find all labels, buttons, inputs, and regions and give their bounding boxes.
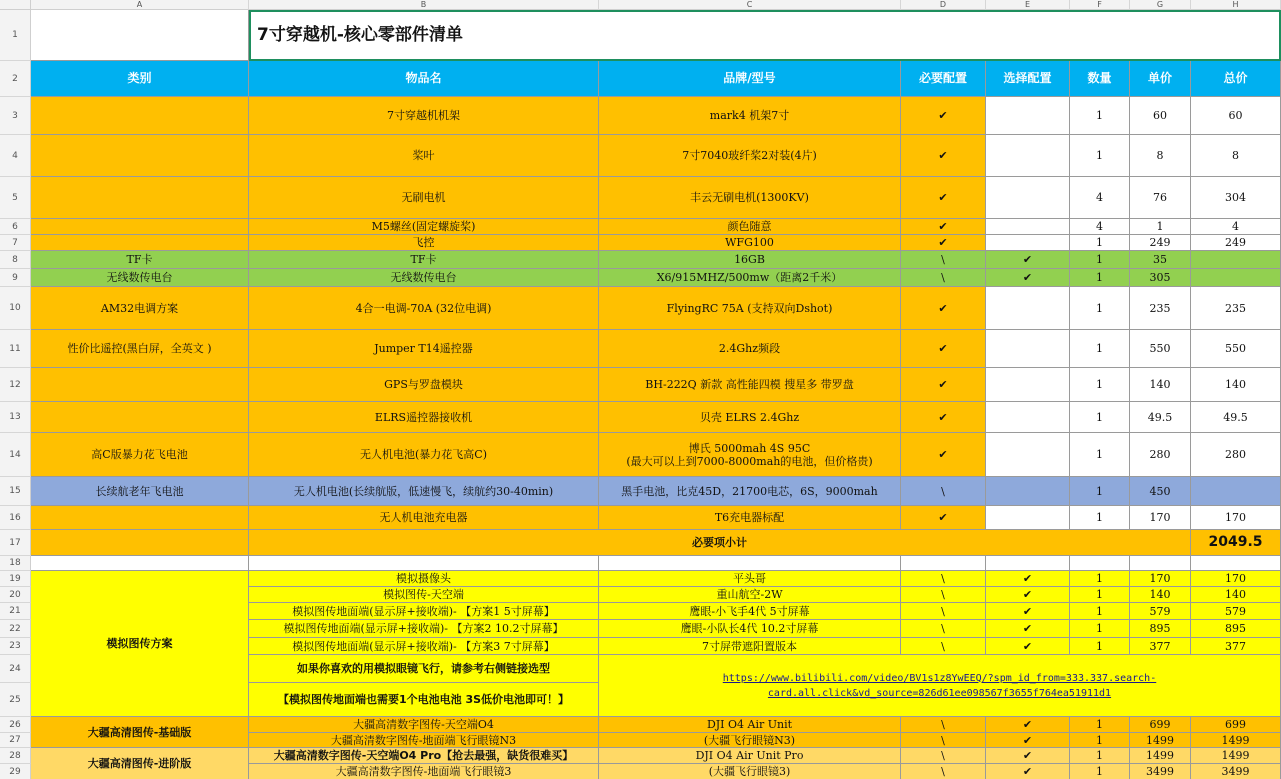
column-header-e[interactable]: E (986, 0, 1070, 10)
cell-price[interactable]: 170 (1130, 506, 1191, 530)
cell-required[interactable]: \ (901, 603, 986, 620)
cell-brand[interactable]: 平头哥 (599, 571, 901, 587)
cell-brand[interactable]: 鹰眼-小队长4代 10.2寸屏幕 (599, 620, 901, 638)
cell-price[interactable]: 895 (1130, 620, 1191, 638)
row-header[interactable]: 6 (0, 219, 31, 235)
cell-total[interactable]: 4 (1191, 219, 1281, 235)
row-header[interactable]: 3 (0, 97, 31, 135)
cell-qty[interactable]: 1 (1070, 251, 1130, 269)
cell-price[interactable]: 140 (1130, 587, 1191, 603)
cell-required[interactable]: \ (901, 638, 986, 655)
row-header[interactable]: 12 (0, 368, 31, 402)
cell-total[interactable]: 170 (1191, 571, 1281, 587)
column-header-d[interactable]: D (901, 0, 986, 10)
cell-item[interactable]: M5螺丝(固定螺旋桨) (249, 219, 599, 235)
cell-qty[interactable]: 1 (1070, 748, 1130, 764)
cell-brand[interactable]: 16GB (599, 251, 901, 269)
cell-brand[interactable] (599, 433, 901, 477)
cell-item[interactable]: 4合一电调-70A (32位电调) (249, 287, 599, 330)
cell-price[interactable]: 550 (1130, 330, 1191, 368)
cell-required[interactable]: \ (901, 251, 986, 269)
cell-total[interactable]: 895 (1191, 620, 1281, 638)
cell-price[interactable]: 235 (1130, 287, 1191, 330)
cell-required[interactable]: \ (901, 748, 986, 764)
cell-required[interactable]: \ (901, 620, 986, 638)
cell-category[interactable]: 长续航老年飞电池 (31, 477, 249, 506)
cell-price[interactable]: 76 (1130, 177, 1191, 219)
sheet-title[interactable]: 7寸穿越机-核心零部件清单 (249, 10, 1281, 61)
row-header[interactable]: 10 (0, 287, 31, 330)
cell-qty[interactable]: 1 (1070, 330, 1130, 368)
cell-qty[interactable]: 4 (1070, 219, 1130, 235)
row-header[interactable]: 16 (0, 506, 31, 530)
cell-category[interactable]: AM32电调方案 (31, 287, 249, 330)
cell-item[interactable]: 桨叶 (249, 135, 599, 177)
cell-category[interactable] (31, 97, 249, 135)
cell-required[interactable]: ✔ (901, 368, 986, 402)
cell-total[interactable]: 140 (1191, 368, 1281, 402)
cell-qty[interactable]: 1 (1070, 571, 1130, 587)
cell-total[interactable]: 60 (1191, 97, 1281, 135)
cell-item[interactable]: 飞控 (249, 235, 599, 251)
row-header[interactable]: 25 (0, 683, 31, 717)
cell-required[interactable]: \ (901, 587, 986, 603)
cell-blank[interactable] (249, 556, 599, 571)
cell-total[interactable] (1191, 251, 1281, 269)
column-header-b[interactable]: B (249, 0, 599, 10)
cell-brand[interactable]: X6/915MHZ/500mw（距离2千米） (599, 269, 901, 287)
row-header[interactable]: 17 (0, 530, 31, 556)
cell-required[interactable]: ✔ (901, 235, 986, 251)
cell-optional[interactable] (986, 219, 1070, 235)
row-header[interactable]: 1 (0, 10, 31, 61)
row-header[interactable]: 23 (0, 638, 31, 655)
cell-optional[interactable]: ✔ (986, 603, 1070, 620)
cell-price[interactable]: 3499 (1130, 764, 1191, 779)
column-header-h[interactable]: H (1191, 0, 1281, 10)
cell-required[interactable]: ✔ (901, 330, 986, 368)
dji-basic-category[interactable]: 大疆高清图传-基础版 (31, 717, 249, 748)
cell-category[interactable] (31, 402, 249, 433)
cell-category[interactable]: 性价比遥控(黑白屏，全英文 ) (31, 330, 249, 368)
cell-blank[interactable] (31, 556, 249, 571)
cell-brand[interactable]: (大疆飞行眼镜3) (599, 764, 901, 779)
brand-line: 博氏 5000mah 4S 95C (688, 441, 811, 455)
cell-item[interactable]: 大疆高清数字图传-地面端飞行眼镜N3 (249, 733, 599, 748)
cell-required[interactable]: \ (901, 571, 986, 587)
header-total[interactable]: 总价 (1191, 61, 1281, 97)
cell-brand[interactable]: DJI O4 Air Unit Pro (599, 748, 901, 764)
cell-price[interactable]: 60 (1130, 97, 1191, 135)
cell-optional[interactable] (986, 97, 1070, 135)
cell-qty[interactable]: 1 (1070, 433, 1130, 477)
cell-qty[interactable]: 1 (1070, 368, 1130, 402)
cell-optional[interactable] (986, 506, 1070, 530)
cell-optional[interactable]: ✔ (986, 620, 1070, 638)
cell-qty[interactable]: 1 (1070, 587, 1130, 603)
cell-optional[interactable] (986, 177, 1070, 219)
row-header[interactable]: 4 (0, 135, 31, 177)
analog-note-2[interactable]: 【模拟图传地面端也需要1个电池电池 3S低价电池即可！】 (249, 683, 599, 717)
cell-total[interactable]: 304 (1191, 177, 1281, 219)
cell-price[interactable]: 249 (1130, 235, 1191, 251)
row-header[interactable]: 20 (0, 587, 31, 603)
cell-total[interactable]: 699 (1191, 717, 1281, 733)
cell-price[interactable]: 1 (1130, 219, 1191, 235)
cell-optional[interactable]: ✔ (986, 764, 1070, 779)
cell-item[interactable]: 模拟图传地面端(显示屏+接收端)- 【方案2 10.2寸屏幕】 (249, 620, 599, 638)
cell-qty[interactable]: 1 (1070, 477, 1130, 506)
cell-blank[interactable] (31, 530, 249, 556)
cell-optional[interactable]: ✔ (986, 269, 1070, 287)
cell-item[interactable]: 大疆高清数字图传-地面端飞行眼镜3 (249, 764, 599, 779)
cell-qty[interactable]: 1 (1070, 135, 1130, 177)
cell-qty[interactable]: 1 (1070, 269, 1130, 287)
row-header[interactable]: 21 (0, 603, 31, 620)
cell-total[interactable]: 8 (1191, 135, 1281, 177)
row-header[interactable]: 2 (0, 61, 31, 97)
select-all-corner[interactable] (0, 0, 31, 10)
cell-optional[interactable] (986, 402, 1070, 433)
row-header[interactable]: 22 (0, 620, 31, 638)
cell-optional[interactable]: ✔ (986, 251, 1070, 269)
cell-item[interactable]: 7寸穿越机机架 (249, 97, 599, 135)
cell-required[interactable]: ✔ (901, 177, 986, 219)
cell-qty[interactable]: 1 (1070, 638, 1130, 655)
row-header[interactable]: 11 (0, 330, 31, 368)
brand-line: (最大可以上到7000-8000mah的电池，但价格贵) (626, 454, 873, 468)
header-qty[interactable]: 数量 (1070, 61, 1130, 97)
cell-total[interactable]: 235 (1191, 287, 1281, 330)
row-header[interactable]: 14 (0, 433, 31, 477)
cell-item[interactable]: 模拟摄像头 (249, 571, 599, 587)
cell-item[interactable]: 无刷电机 (249, 177, 599, 219)
row-header[interactable]: 9 (0, 269, 31, 287)
cell-brand[interactable]: 2.4Ghz频段 (599, 330, 901, 368)
subtotal-label[interactable]: 必要项小计 (249, 530, 1191, 556)
row-header[interactable]: 13 (0, 402, 31, 433)
cell-price[interactable]: 699 (1130, 717, 1191, 733)
cell-a1[interactable] (31, 10, 249, 61)
cell-brand[interactable]: DJI O4 Air Unit (599, 717, 901, 733)
cell-blank[interactable] (986, 556, 1070, 571)
cell-item[interactable]: 大疆高清数字图传-天空端O4 (249, 717, 599, 733)
cell-category[interactable] (31, 235, 249, 251)
row-header[interactable]: 5 (0, 177, 31, 219)
cell-qty[interactable]: 4 (1070, 177, 1130, 219)
cell-optional[interactable]: ✔ (986, 748, 1070, 764)
cell-optional[interactable]: ✔ (986, 587, 1070, 603)
cell-optional[interactable] (986, 330, 1070, 368)
cell-price[interactable]: 170 (1130, 571, 1191, 587)
analog-link[interactable]: https://www.bilibili.com/video/BV1s1z8YwEEQ/?spm_id_from=333.337.search-card.all.click&vd_source=826d61ee098567f3655f764ea51911d1 (599, 655, 1281, 717)
cell-optional[interactable] (986, 368, 1070, 402)
cell-qty[interactable]: 1 (1070, 402, 1130, 433)
cell-required[interactable]: ✔ (901, 97, 986, 135)
cell-price[interactable]: 579 (1130, 603, 1191, 620)
cell-optional[interactable]: ✔ (986, 717, 1070, 733)
cell-total[interactable]: 249 (1191, 235, 1281, 251)
cell-blank[interactable] (1191, 556, 1281, 571)
cell-required[interactable]: ✔ (901, 219, 986, 235)
cell-qty[interactable]: 1 (1070, 764, 1130, 779)
cell-item[interactable]: GPS与罗盘模块 (249, 368, 599, 402)
row-header[interactable]: 15 (0, 477, 31, 506)
cell-qty[interactable]: 1 (1070, 603, 1130, 620)
cell-price[interactable]: 140 (1130, 368, 1191, 402)
cell-item[interactable]: 无人机电池(长续航版，低速慢飞，续航约30-40min) (249, 477, 599, 506)
cell-brand[interactable]: BH-222Q 新款 高性能四模 搜星多 带罗盘 (599, 368, 901, 402)
header-item[interactable]: 物品名 (249, 61, 599, 97)
cell-brand[interactable]: (大疆飞行眼镜N3) (599, 733, 901, 748)
cell-price[interactable]: 1499 (1130, 733, 1191, 748)
cell-price[interactable]: 8 (1130, 135, 1191, 177)
row-header[interactable]: 26 (0, 717, 31, 733)
cell-required[interactable]: ✔ (901, 402, 986, 433)
cell-brand[interactable]: 重山航空-2W (599, 587, 901, 603)
cell-price[interactable]: 305 (1130, 269, 1191, 287)
cell-brand[interactable]: T6充电器标配 (599, 506, 901, 530)
cell-price[interactable]: 1499 (1130, 748, 1191, 764)
row-header[interactable]: 7 (0, 235, 31, 251)
cell-optional[interactable] (986, 235, 1070, 251)
cell-blank[interactable] (1070, 556, 1130, 571)
cell-total[interactable]: 377 (1191, 638, 1281, 655)
cell-item[interactable]: ELRS遥控器接收机 (249, 402, 599, 433)
cell-qty[interactable]: 1 (1070, 506, 1130, 530)
cell-required[interactable]: \ (901, 717, 986, 733)
cell-required[interactable]: \ (901, 764, 986, 779)
cell-total[interactable] (1191, 269, 1281, 287)
analog-note-1[interactable]: 如果你喜欢的用模拟眼镜飞行，请参考右侧链接选型 (249, 655, 599, 683)
cell-required[interactable]: ✔ (901, 287, 986, 330)
cell-total[interactable]: 1499 (1191, 748, 1281, 764)
cell-optional[interactable] (986, 433, 1070, 477)
cell-brand[interactable]: 7寸屏带遮阳置版本 (599, 638, 901, 655)
cell-total[interactable]: 579 (1191, 603, 1281, 620)
cell-total[interactable]: 3499 (1191, 764, 1281, 779)
cell-blank[interactable] (1130, 556, 1191, 571)
cell-item[interactable]: 无线数传电台 (249, 269, 599, 287)
cell-brand[interactable]: mark4 机架7寸 (599, 97, 901, 135)
cell-total[interactable]: 49.5 (1191, 402, 1281, 433)
cell-qty[interactable]: 1 (1070, 717, 1130, 733)
column-header-c[interactable]: C (599, 0, 901, 10)
cell-required[interactable]: ✔ (901, 135, 986, 177)
cell-category[interactable] (31, 368, 249, 402)
cell-category[interactable]: 高C版暴力花飞电池 (31, 433, 249, 477)
header-brand[interactable]: 品牌/型号 (599, 61, 901, 97)
row-header[interactable]: 19 (0, 571, 31, 587)
cell-optional[interactable]: ✔ (986, 571, 1070, 587)
cell-qty[interactable]: 1 (1070, 620, 1130, 638)
cell-brand[interactable]: 贝壳 ELRS 2.4Ghz (599, 402, 901, 433)
row-header[interactable]: 18 (0, 556, 31, 571)
cell-required[interactable]: \ (901, 269, 986, 287)
cell-category[interactable]: 无线数传电台 (31, 269, 249, 287)
cell-total[interactable]: 280 (1191, 433, 1281, 477)
cell-brand[interactable]: 鹰眼-小飞手4代 5寸屏幕 (599, 603, 901, 620)
header-price[interactable]: 单价 (1130, 61, 1191, 97)
cell-optional[interactable] (986, 477, 1070, 506)
cell-item[interactable]: 无人机电池(暴力花飞高C) (249, 433, 599, 477)
cell-total[interactable]: 550 (1191, 330, 1281, 368)
cell-optional[interactable]: ✔ (986, 638, 1070, 655)
cell-item[interactable]: 模拟图传地面端(显示屏+接收端)- 【方案3 7寸屏幕】 (249, 638, 599, 655)
cell-total[interactable]: 1499 (1191, 733, 1281, 748)
cell-blank[interactable] (901, 556, 986, 571)
cell-brand[interactable]: 7寸7040玻纤桨2对装(4片) (599, 135, 901, 177)
cell-category[interactable] (31, 177, 249, 219)
cell-brand[interactable]: 黑手电池，比克45D，21700电芯，6S，9000mah (599, 477, 901, 506)
cell-brand[interactable]: WFG100 (599, 235, 901, 251)
cell-price[interactable]: 377 (1130, 638, 1191, 655)
cell-price[interactable]: 280 (1130, 433, 1191, 477)
cell-brand[interactable]: 颜色随意 (599, 219, 901, 235)
cell-required[interactable]: ✔ (901, 506, 986, 530)
cell-qty[interactable]: 1 (1070, 235, 1130, 251)
cell-optional[interactable] (986, 135, 1070, 177)
cell-total[interactable] (1191, 477, 1281, 506)
subtotal-value[interactable]: 2049.5 (1191, 530, 1281, 556)
analog-category[interactable]: 模拟图传方案 (31, 571, 249, 717)
cell-qty[interactable]: 1 (1070, 97, 1130, 135)
column-header-a[interactable]: A (31, 0, 249, 10)
cell-category[interactable] (31, 135, 249, 177)
row-header[interactable]: 27 (0, 733, 31, 748)
row-header[interactable]: 28 (0, 748, 31, 764)
cell-price[interactable]: 49.5 (1130, 402, 1191, 433)
row-header[interactable]: 29 (0, 764, 31, 779)
header-required[interactable]: 必要配置 (901, 61, 986, 97)
cell-brand[interactable]: FlyingRC 75A (支持双向Dshot) (599, 287, 901, 330)
column-header-g[interactable]: G (1130, 0, 1191, 10)
cell-required[interactable]: \ (901, 733, 986, 748)
cell-item[interactable]: 模拟图传地面端(显示屏+接收端)- 【方案1 5寸屏幕】 (249, 603, 599, 620)
cell-category[interactable]: TF卡 (31, 251, 249, 269)
cell-item[interactable]: 大疆高清数字图传-天空端O4 Pro【抢去最强，缺货很难买】 (249, 748, 599, 764)
cell-required[interactable]: ✔ (901, 433, 986, 477)
cell-required[interactable]: \ (901, 477, 986, 506)
cell-brand[interactable]: 丰云无刷电机(1300KV) (599, 177, 901, 219)
cell-category[interactable] (31, 219, 249, 235)
column-header-f[interactable]: F (1070, 0, 1130, 10)
cell-qty[interactable]: 1 (1070, 733, 1130, 748)
cell-item[interactable]: 无人机电池充电器 (249, 506, 599, 530)
cell-price[interactable]: 450 (1130, 477, 1191, 506)
cell-item[interactable]: TF卡 (249, 251, 599, 269)
cell-item[interactable]: 模拟图传-天空端 (249, 587, 599, 603)
cell-optional[interactable] (986, 287, 1070, 330)
row-header[interactable]: 8 (0, 251, 31, 269)
row-header[interactable]: 24 (0, 655, 31, 683)
cell-total[interactable]: 140 (1191, 587, 1281, 603)
cell-item[interactable]: Jumper T14遥控器 (249, 330, 599, 368)
cell-blank[interactable] (599, 556, 901, 571)
cell-category[interactable] (31, 506, 249, 530)
cell-total[interactable]: 170 (1191, 506, 1281, 530)
cell-qty[interactable]: 1 (1070, 287, 1130, 330)
header-category[interactable]: 类别 (31, 61, 249, 97)
header-optional[interactable]: 选择配置 (986, 61, 1070, 97)
cell-optional[interactable]: ✔ (986, 733, 1070, 748)
cell-price[interactable]: 35 (1130, 251, 1191, 269)
dji-adv-category[interactable]: 大疆高清图传-进阶版 (31, 748, 249, 779)
